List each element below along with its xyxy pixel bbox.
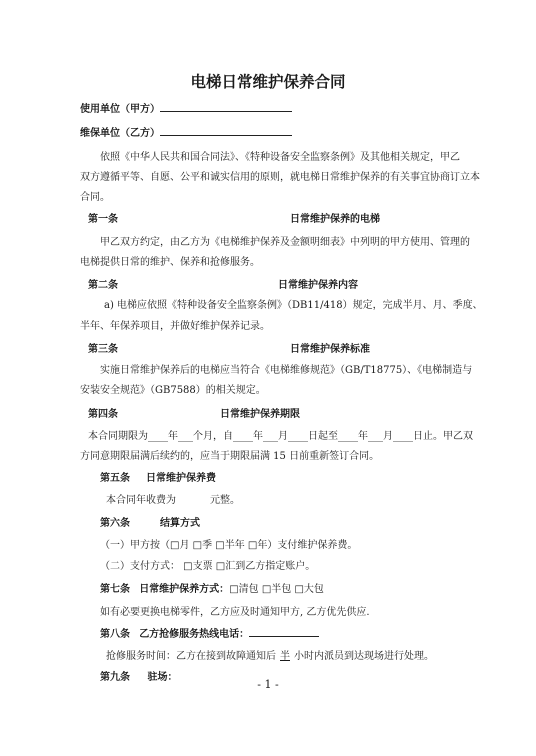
article-8-line — [100, 625, 319, 640]
article-6-line-2: （二）支付方式： □支票 □汇到乙方指定账户。 — [100, 561, 316, 572]
article-1-line-2: 电梯提供日常的维护、保养和抢修服务。 — [80, 257, 260, 268]
article-9-number: 第九条 — [100, 672, 130, 683]
article-3-heading: 日常维护保养标准 — [290, 344, 370, 355]
page-number: - 1 - — [257, 678, 279, 691]
annual-fee-suffix: 元整。 — [210, 495, 240, 506]
article-5-line-1 — [106, 491, 240, 506]
article-6-line-1: （一）甲方按（□月 □季 □半年 □年）支付维护保养费。 — [100, 540, 358, 551]
article-4-line-2: 方同意期限届满后续约的，应当于期限届满 15 日前重新签订合同。 — [80, 451, 380, 462]
article-6-heading: 结算方式 — [160, 518, 200, 529]
preamble-line-2: 双方遵循平等、自愿、公平和诚实信用的原则，就电梯日常维护保养的有关事宜协商订立本 — [80, 172, 480, 183]
article-8-heading: 乙方抢修服务热线电话： — [139, 629, 250, 640]
article-4-line-1: 本合同期限为____年___个月，自____年___月____日起至____年___月____日止。甲乙双 — [88, 431, 473, 442]
article-4-number: 第四条 — [88, 409, 118, 420]
preamble-line-3: 合同。 — [80, 192, 110, 203]
response-time-value: 半 — [280, 651, 290, 662]
article-4-heading: 日常维护保养期限 — [220, 409, 300, 420]
maint-party-label: 维保单位（乙方） — [80, 128, 160, 139]
maint-party-line — [80, 124, 292, 139]
article-3-number: 第三条 — [88, 344, 118, 355]
annual-fee-label: 本合同年收费为 — [106, 495, 176, 506]
article-3-line-1: 实施日常维护保养后的电梯应当符合《电梯维修规范》（GB/T18775）、《电梯制造与 — [100, 365, 473, 376]
article-1-number: 第一条 — [88, 214, 118, 225]
maintenance-mode-options[interactable]: □清包 □半包 □大包 — [229, 584, 324, 595]
user-party-blank[interactable] — [160, 100, 292, 112]
article-6-number: 第六条 — [100, 518, 130, 529]
article-8-line-1 — [106, 647, 434, 662]
article-2-heading: 日常维护保养内容 — [278, 280, 358, 291]
article-1-line-1: 甲乙双方约定，由乙方为《电梯维护保养及金额明细表》中列明的甲方使用、管理的 — [100, 237, 470, 248]
article-8-number: 第八条 — [100, 629, 130, 640]
article-7-heading: 日常维护保养方式： — [139, 584, 230, 595]
article-7-number: 第七条 — [100, 584, 130, 595]
article-2-number: 第二条 — [88, 280, 118, 291]
article-3-line-2: 安装安全规范》（GB7588）的相关规定。 — [80, 385, 266, 396]
hotline-blank[interactable] — [249, 625, 319, 637]
preamble-line-1: 依照《中华人民共和国合同法》、《特种设备安全监察条例》及其他相关规定，甲乙 — [100, 152, 460, 163]
article-5-heading: 日常维护保养费 — [146, 473, 216, 484]
response-time-prefix: 抢修服务时间：乙方在接到故障通知后 — [106, 651, 276, 662]
user-party-label: 使用单位（甲方） — [80, 104, 160, 115]
response-time-suffix: 小时内派员到达现场进行处理。 — [294, 651, 434, 662]
article-2-line-2: 半年、年保养项目，并做好维护保养记录。 — [80, 321, 270, 332]
user-party-line — [80, 100, 292, 115]
article-7-line — [100, 580, 324, 595]
maint-party-blank[interactable] — [160, 124, 292, 136]
document-title: 电梯日常维护保养合同 — [190, 72, 346, 91]
article-5-number: 第五条 — [100, 473, 130, 484]
article-2-line-1: a) 电梯应依照《特种设备安全监察条例》（DB11/418）规定，完成半月、月、季度、 — [104, 300, 483, 311]
article-9-heading: 驻场： — [147, 672, 178, 683]
article-7-line-1: 如有必要更换电梯零件，乙方应及时通知甲方, 乙方优先供应. — [100, 607, 370, 618]
article-1-heading: 日常维护保养的电梯 — [290, 214, 380, 225]
